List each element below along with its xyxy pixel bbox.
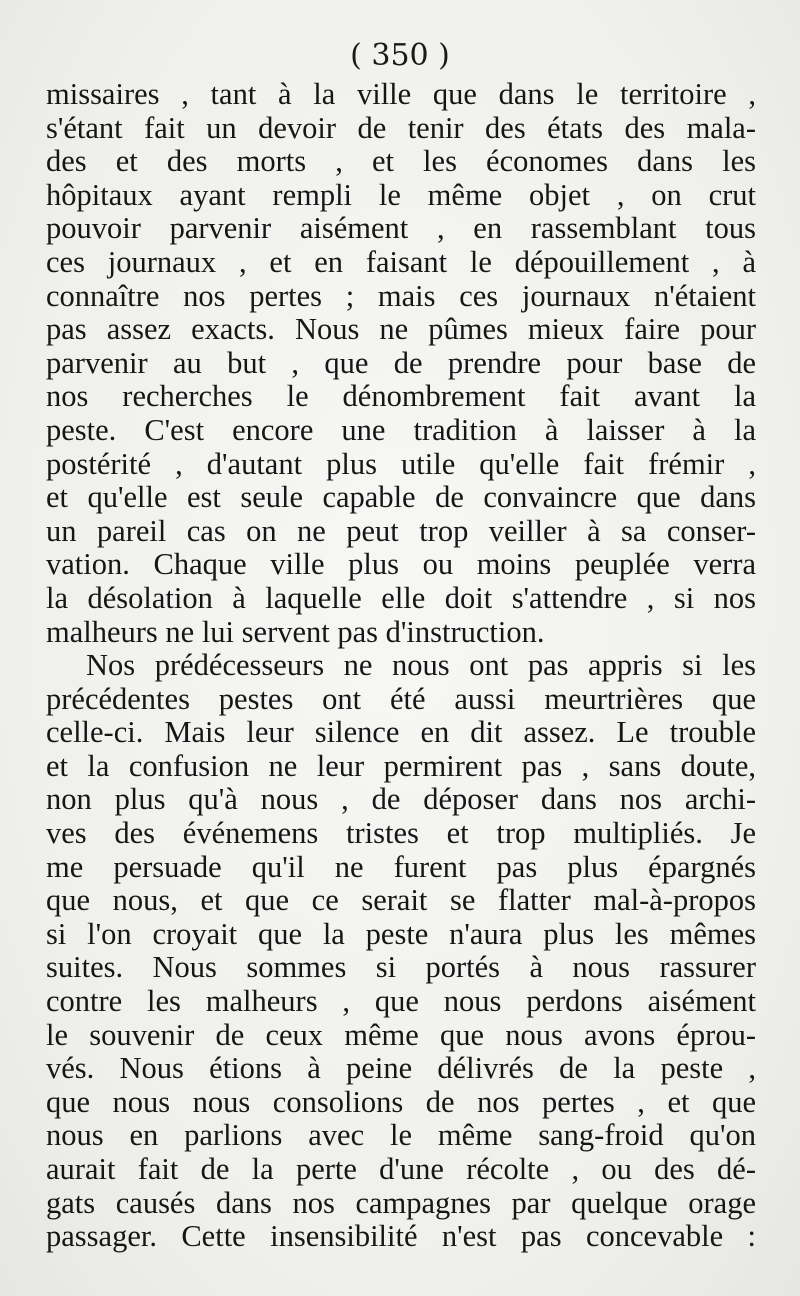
text-line: ces journaux , et en faisant le dépouillement , à [46,244,756,279]
text-line: un pareil cas on ne peut trop veiller à sa conser- [46,513,756,548]
text-line: contre les malheurs , que nous perdons aisément [46,984,756,1019]
text-line: et qu'elle est seule capable de convaincre que dans [46,480,756,515]
text-line: postérité , d'autant plus utile qu'elle fait frémir , [46,446,756,481]
text-line: nos recherches le dénombrement fait avant la [46,379,756,414]
paragraph-end-line: malheurs ne lui servent pas d'instruction. [46,614,545,649]
text-line: passager. Cette insensibilité n'est pas concevable : [46,1219,756,1254]
text-line: pouvoir parvenir aisément , en rassemblant tous [46,211,756,246]
text-line: si l'on croyait que la peste n'aura plus les mêmes [46,916,756,951]
text-line: et la confusion ne leur permirent pas , sans doute, [46,748,756,783]
paragraph-start-line: Nos prédécesseurs ne nous ont pas appris si les [86,648,756,683]
text-line: vation. Chaque ville plus ou moins peuplée verra [46,547,756,582]
text-line: pas assez exacts. Nous ne pûmes mieux faire pour [46,312,756,347]
text-line: gats causés dans nos campagnes par quelque orage [46,1185,756,1220]
body-text [46,78,756,1254]
text-line: nous en parlions avec le même sang-froid qu'on [46,1118,756,1153]
text-line: me persuade qu'il ne furent pas plus épargnés [46,849,756,884]
text-line: peste. C'est encore une tradition à laisser à la [46,412,756,447]
text-line: non plus qu'à nous , de déposer dans nos archi- [46,782,756,817]
text-line: que nous, et que ce serait se flatter mal-à-propos [46,883,756,918]
text-line: le souvenir de ceux même que nous avons éprou- [46,1017,756,1052]
text-line: connaître nos pertes ; mais ces journaux n'étaient [46,278,756,313]
text-line: hôpitaux ayant rempli le même objet , on crut [46,177,756,212]
text-line: missaires , tant à la ville que dans le territoire , [46,77,756,111]
text-line: parvenir au but , que de prendre pour base de [46,345,756,380]
text-line: des et des morts , et les économes dans les [46,144,756,179]
page-number: ( 350 ) [350,38,450,73]
text-line: ves des événemens tristes et trop multipliés. Je [46,816,756,851]
text-line: aurait fait de la perte d'une récolte , ou des dé- [46,1152,756,1186]
text-line: s'étant fait un devoir de tenir des états des mala- [46,110,756,145]
text-line: celle-ci. Mais leur silence en dit assez. Le trouble [46,715,756,750]
text-line: suites. Nous sommes si portés à nous rassurer [46,950,756,985]
text-line: vés. Nous étions à peine délivrés de la peste , [46,1051,756,1086]
text-line: précédentes pestes ont été aussi meurtrières que [46,681,756,716]
text-line: que nous nous consolions de nos pertes , et que [46,1084,756,1119]
text-line: la désolation à laquelle elle doit s'attendre , si nos [46,580,756,615]
